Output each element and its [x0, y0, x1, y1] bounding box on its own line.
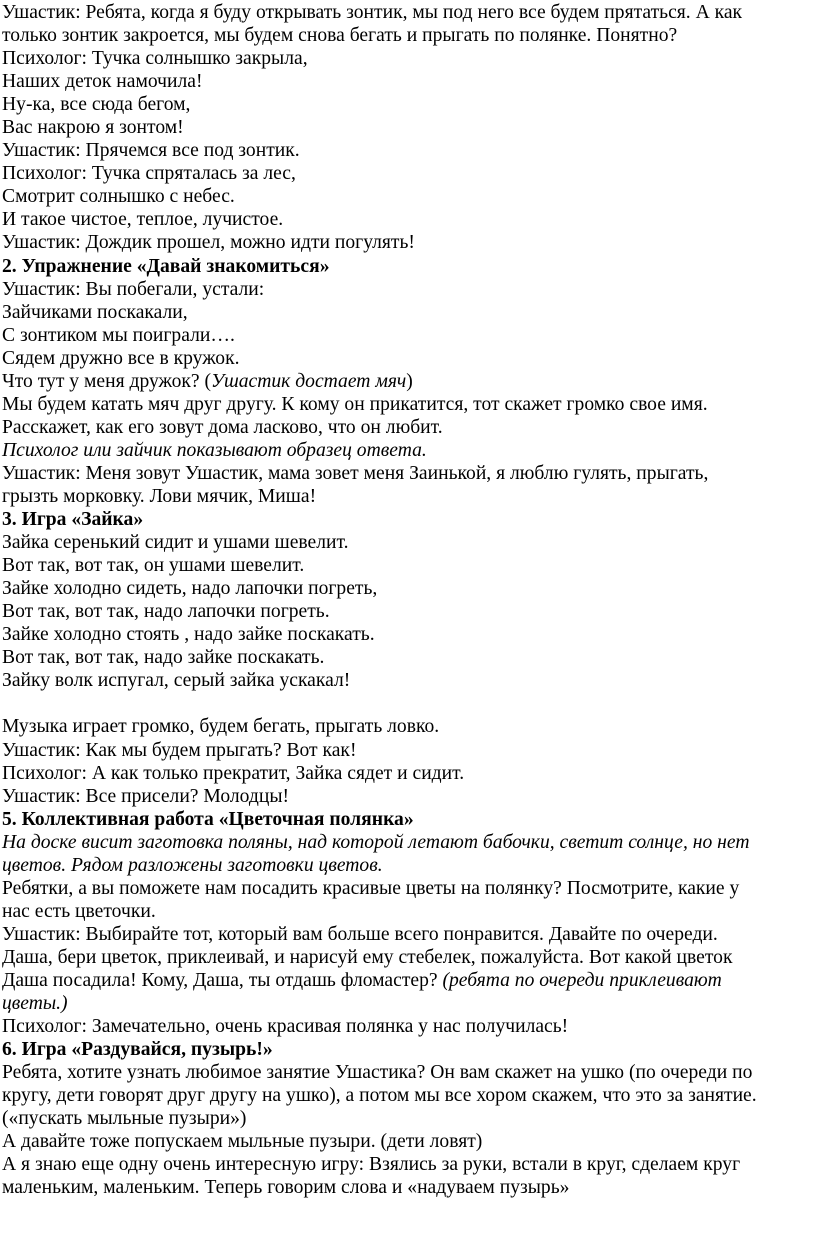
text-line: Ушастик: Дождик прошел, можно идти погулять!: [2, 232, 415, 254]
section-heading: 5. Коллективная работа «Цветочная полянка»: [2, 808, 414, 830]
text-line: Ну-ка, все сюда бегом,: [2, 94, 191, 116]
stage-direction: Ушастик достает мяч: [211, 370, 407, 392]
section-heading: 6. Игра «Раздувайся, пузырь!»: [2, 1039, 273, 1061]
text-line: грызть морковку. Лови мячик, Миша!: [2, 485, 317, 507]
text-run: Даша посадила! Кому, Даша, ты отдашь фломастер?: [2, 969, 443, 991]
text-line: Зайке холодно сидеть, надо лапочки погреть,: [2, 578, 378, 600]
text-line: Сядем дружно все в кружок.: [2, 347, 240, 369]
stage-direction: цветы.): [2, 993, 68, 1015]
text-line: нас есть цветочки.: [2, 900, 156, 922]
text-line: кругу, дети говорят друг другу на ушко), а потом мы все хором скажем, что это за занятие.: [2, 1085, 757, 1107]
document-page: [2, 1, 814, 1199]
text-line: Зайку волк испугал, серый зайка ускакал!: [2, 670, 351, 692]
text-line: С зонтиком мы поиграли….: [2, 324, 235, 346]
text-line: Зайка серенький сидит и ушами шевелит.: [2, 532, 349, 554]
text-line: Зайчиками поскакали,: [2, 301, 188, 323]
stage-direction: Психолог или зайчик показывают образец ответа.: [2, 439, 427, 461]
text-line: Психолог: Тучка спряталась за лес,: [2, 163, 296, 185]
text-line: Музыка играет громко, будем бегать, прыгать ловко.: [2, 716, 440, 738]
stage-direction: цветов. Рядом разложены заготовки цветов.: [2, 854, 383, 876]
text-run: ): [406, 370, 413, 392]
text-line: только зонтик закроется, мы будем снова бегать и прыгать по полянке. Понятно?: [2, 25, 678, 47]
text-line: маленьким, маленьким. Теперь говорим слова и «надуваем пузырь»: [2, 1177, 570, 1199]
text-line: Вас накрою я зонтом!: [2, 117, 184, 139]
text-line: Даша, бери цветок, приклеивай, и нарисуй ему стебелек, пожалуйста. Вот какой цветок: [2, 946, 733, 968]
text-line: Ушастик: Ребята, когда я буду открывать зонтик, мы под него все будем прятаться. А как: [2, 2, 743, 23]
text-line: Расскажет, как его зовут дома ласково, что он любит.: [2, 416, 443, 438]
text-line: Зайке холодно стоять , надо зайке поскакать.: [2, 624, 375, 646]
text-line: Ушастик: Выбирайте тот, который вам больше всего понравится. Давайте по очереди.: [2, 923, 718, 945]
text-run: Что тут у меня дружок? (: [2, 370, 212, 392]
text-line: Ушастик: Меня зовут Ушастик, мама зовет меня Заинькой, я люблю гулять, прыгать,: [2, 462, 709, 484]
text-line: Ушастик: Прячемся все под зонтик.: [2, 140, 300, 162]
text-line: Психолог: Замечательно, очень красивая полянка у нас получилась!: [2, 1016, 569, 1038]
text-line: Мы будем катать мяч друг другу. К кому он прикатится, тот скажет громко свое имя.: [2, 393, 708, 415]
text-line: Психолог: Тучка солнышко закрыла,: [2, 48, 308, 70]
stage-direction: На доске висит заготовка поляны, над которой летают бабочки, светит солнце, но нет: [2, 831, 750, 853]
text-line: («пускать мыльные пузыри»): [2, 1108, 247, 1130]
text-line: Вот так, вот так, он ушами шевелит.: [2, 555, 305, 577]
text-line: И такое чистое, теплое, лучистое.: [2, 209, 284, 231]
text-line: А давайте тоже попускаем мыльные пузыри. (дети ловят): [2, 1131, 483, 1153]
text-line: Вот так, вот так, надо лапочки погреть.: [2, 601, 330, 623]
text-line: А я знаю еще одну очень интересную игру: Взялись за руки, встали в круг, сделаем круг: [2, 1154, 741, 1176]
text-line: Наших деток намочила!: [2, 71, 203, 93]
section-heading: 2. Упражнение «Давай знакомиться»: [2, 255, 330, 277]
text-line: Ребятки, а вы поможете нам посадить красивые цветы на полянку? Посмотрите, какие у: [2, 877, 740, 899]
text-line: Смотрит солнышко с небес.: [2, 186, 235, 208]
text-line: Ушастик: Все присели? Молодцы!: [2, 785, 290, 807]
text-line: Ушастик: Как мы будем прыгать? Вот как!: [2, 739, 357, 761]
text-line: Ребята, хотите узнать любимое занятие Ушастика? Он вам скажет на ушко (по очереди по: [2, 1062, 753, 1084]
section-heading: 3. Игра «Зайка»: [2, 509, 144, 531]
blank-line: [2, 692, 814, 715]
text-line: Ушастик: Вы побегали, устали:: [2, 278, 265, 300]
text-line: Вот так, вот так, надо зайке поскакать.: [2, 647, 325, 669]
stage-direction: (ребята по очереди приклеивают: [442, 969, 722, 991]
text-line: [2, 370, 814, 393]
text-line: Психолог: А как только прекратит, Зайка сядет и сидит.: [2, 762, 465, 784]
text-line: [2, 969, 814, 992]
